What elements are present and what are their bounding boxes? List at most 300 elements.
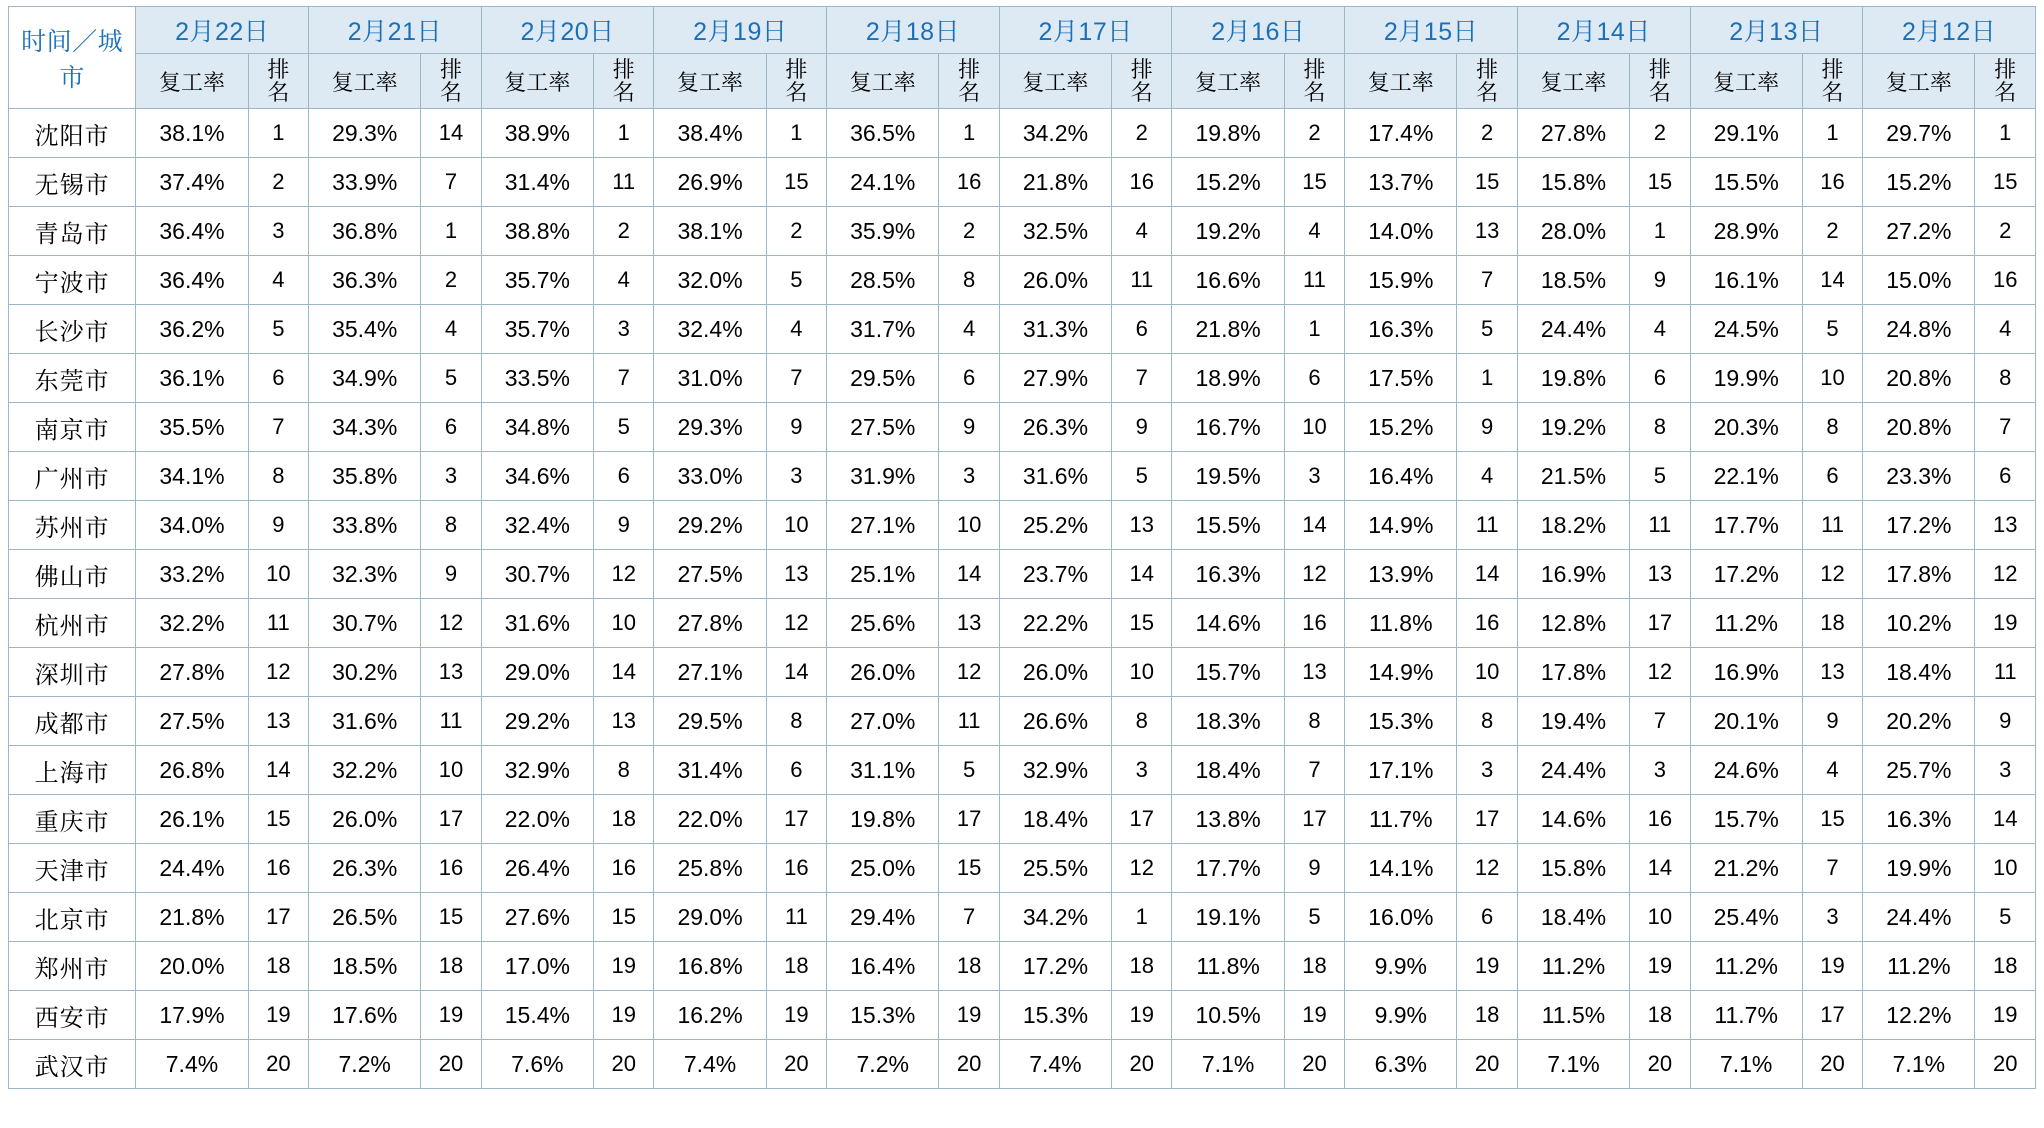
table-row: [9, 501, 2036, 550]
rank-cell: 11: [1630, 501, 1690, 550]
rank-cell: 6: [939, 354, 999, 403]
rank-cell: 11: [593, 158, 653, 207]
rate-cell: 7.1%: [1863, 1040, 1975, 1089]
table-row: [9, 207, 2036, 256]
rate-cell: 20.0%: [136, 942, 248, 991]
rank-cell: 3: [1802, 893, 1862, 942]
rate-cell: 13.7%: [1345, 158, 1457, 207]
rank-cell: 13: [1112, 501, 1172, 550]
rate-cell: 20.2%: [1863, 697, 1975, 746]
rate-subheader-4: 复工率: [654, 54, 766, 109]
rate-cell: 20.1%: [1690, 697, 1802, 746]
rank-subheader-1: [248, 54, 308, 109]
rate-cell: 24.8%: [1863, 305, 1975, 354]
rank-cell: 20: [248, 1040, 308, 1089]
rate-cell: 15.3%: [1345, 697, 1457, 746]
rate-cell: 7.1%: [1172, 1040, 1284, 1089]
rank-cell: 1: [766, 109, 826, 158]
rate-cell: 15.5%: [1172, 501, 1284, 550]
rank-cell: 5: [1630, 452, 1690, 501]
rank-subheader-char: 名: [1130, 80, 1153, 105]
rate-cell: 27.5%: [827, 403, 939, 452]
city-cell: 深圳市: [9, 648, 136, 697]
rank-cell: 13: [1630, 550, 1690, 599]
rank-cell: 11: [1457, 501, 1517, 550]
rate-cell: 31.6%: [999, 452, 1111, 501]
rank-cell: 15: [1802, 795, 1862, 844]
rate-cell: 22.0%: [481, 795, 593, 844]
rank-cell: 14: [421, 109, 481, 158]
rate-cell: 31.1%: [827, 746, 939, 795]
table-row: [9, 403, 2036, 452]
rate-cell: 14.6%: [1517, 795, 1629, 844]
rank-cell: 20: [766, 1040, 826, 1089]
rank-cell: 19: [1802, 942, 1862, 991]
rank-cell: 12: [1284, 550, 1344, 599]
rate-cell: 13.9%: [1345, 550, 1457, 599]
rank-cell: 3: [1630, 746, 1690, 795]
rank-cell: 13: [939, 599, 999, 648]
rank-cell: 4: [1630, 305, 1690, 354]
rank-subheader-char: 名: [612, 80, 635, 105]
rank-subheader-char: 名: [958, 80, 981, 105]
rank-subheader-9: [1630, 54, 1690, 109]
table-row: [9, 305, 2036, 354]
rate-cell: 19.8%: [827, 795, 939, 844]
rank-cell: 19: [593, 942, 653, 991]
rate-cell: 7.2%: [827, 1040, 939, 1089]
rate-cell: 25.0%: [827, 844, 939, 893]
table-row: [9, 452, 2036, 501]
rank-cell: 8: [939, 256, 999, 305]
rate-cell: 12.8%: [1517, 599, 1629, 648]
rank-cell: 16: [421, 844, 481, 893]
rank-cell: 16: [1457, 599, 1517, 648]
rate-subheader-6: 复工率: [999, 54, 1111, 109]
rate-cell: 17.6%: [309, 991, 421, 1040]
rank-cell: 14: [1284, 501, 1344, 550]
rank-cell: 13: [766, 550, 826, 599]
rank-cell: 17: [939, 795, 999, 844]
city-cell: 重庆市: [9, 795, 136, 844]
rank-cell: 2: [1975, 207, 2036, 256]
rate-cell: 7.2%: [309, 1040, 421, 1089]
rate-cell: 17.8%: [1863, 550, 1975, 599]
rate-cell: 15.2%: [1172, 158, 1284, 207]
rank-cell: 18: [766, 942, 826, 991]
rank-cell: 4: [1112, 207, 1172, 256]
rank-cell: 17: [1112, 795, 1172, 844]
rate-cell: 35.8%: [309, 452, 421, 501]
rank-cell: 12: [766, 599, 826, 648]
rate-cell: 6.3%: [1345, 1040, 1457, 1089]
rank-cell: 18: [1802, 599, 1862, 648]
rate-cell: 17.8%: [1517, 648, 1629, 697]
rate-cell: 36.8%: [309, 207, 421, 256]
rank-cell: 10: [593, 599, 653, 648]
rate-cell: 36.4%: [136, 207, 248, 256]
rate-cell: 19.2%: [1517, 403, 1629, 452]
rate-cell: 29.7%: [1863, 109, 1975, 158]
rank-cell: 9: [593, 501, 653, 550]
rate-cell: 34.9%: [309, 354, 421, 403]
table-row: [9, 550, 2036, 599]
rate-cell: 32.5%: [999, 207, 1111, 256]
rank-subheader-10: [1802, 54, 1862, 109]
rate-cell: 25.4%: [1690, 893, 1802, 942]
date-header-4: 2月19日: [654, 7, 827, 54]
rate-cell: 17.7%: [1690, 501, 1802, 550]
rank-cell: 7: [1975, 403, 2036, 452]
rank-cell: 17: [421, 795, 481, 844]
rank-cell: 7: [248, 403, 308, 452]
rank-cell: 17: [1284, 795, 1344, 844]
table-row: [9, 1040, 2036, 1089]
rate-cell: 36.3%: [309, 256, 421, 305]
rate-cell: 26.6%: [999, 697, 1111, 746]
rank-cell: 20: [1284, 1040, 1344, 1089]
rank-cell: 2: [1112, 109, 1172, 158]
rate-cell: 19.9%: [1690, 354, 1802, 403]
rank-cell: 4: [939, 305, 999, 354]
rank-cell: 11: [248, 599, 308, 648]
rank-cell: 9: [1975, 697, 2036, 746]
rank-cell: 16: [1802, 158, 1862, 207]
rate-cell: 16.4%: [827, 942, 939, 991]
date-header-7: 2月16日: [1172, 7, 1345, 54]
rate-cell: 29.2%: [481, 697, 593, 746]
rate-cell: 27.9%: [999, 354, 1111, 403]
rank-subheader-char: 排: [612, 56, 635, 82]
rank-cell: 17: [1802, 991, 1862, 1040]
rank-cell: 11: [421, 697, 481, 746]
rank-cell: 7: [593, 354, 653, 403]
rank-cell: 6: [248, 354, 308, 403]
rate-cell: 10.5%: [1172, 991, 1284, 1040]
rank-cell: 1: [1284, 305, 1344, 354]
rank-cell: 12: [939, 648, 999, 697]
rank-cell: 14: [1975, 795, 2036, 844]
rate-cell: 26.9%: [654, 158, 766, 207]
rank-cell: 4: [1975, 305, 2036, 354]
rank-cell: 2: [766, 207, 826, 256]
rate-cell: 15.3%: [827, 991, 939, 1040]
rate-cell: 26.3%: [999, 403, 1111, 452]
rate-cell: 35.9%: [827, 207, 939, 256]
city-cell: 佛山市: [9, 550, 136, 599]
rank-cell: 5: [1112, 452, 1172, 501]
rate-subheader-11: 复工率: [1863, 54, 1975, 109]
rate-cell: 21.8%: [1172, 305, 1284, 354]
rate-cell: 32.2%: [309, 746, 421, 795]
rate-cell: 16.3%: [1345, 305, 1457, 354]
rate-cell: 32.4%: [481, 501, 593, 550]
rank-cell: 8: [421, 501, 481, 550]
rank-cell: 11: [1284, 256, 1344, 305]
rate-cell: 19.5%: [1172, 452, 1284, 501]
rate-cell: 30.7%: [481, 550, 593, 599]
rate-cell: 16.8%: [654, 942, 766, 991]
rate-cell: 29.1%: [1690, 109, 1802, 158]
rate-cell: 36.4%: [136, 256, 248, 305]
rate-cell: 16.3%: [1172, 550, 1284, 599]
rate-cell: 18.4%: [1517, 893, 1629, 942]
rate-cell: 18.5%: [309, 942, 421, 991]
rate-cell: 14.6%: [1172, 599, 1284, 648]
rate-cell: 30.7%: [309, 599, 421, 648]
rate-cell: 32.2%: [136, 599, 248, 648]
rate-cell: 28.9%: [1690, 207, 1802, 256]
rank-cell: 13: [1457, 207, 1517, 256]
rank-cell: 2: [593, 207, 653, 256]
rank-cell: 15: [1975, 158, 2036, 207]
rank-cell: 8: [1975, 354, 2036, 403]
rank-cell: 18: [1112, 942, 1172, 991]
rate-cell: 32.9%: [481, 746, 593, 795]
rank-cell: 15: [1630, 158, 1690, 207]
rank-cell: 2: [939, 207, 999, 256]
rank-cell: 2: [1802, 207, 1862, 256]
rate-cell: 32.9%: [999, 746, 1111, 795]
rate-cell: 11.2%: [1863, 942, 1975, 991]
rank-cell: 11: [766, 893, 826, 942]
rank-cell: 19: [1112, 991, 1172, 1040]
city-cell: 苏州市: [9, 501, 136, 550]
rank-cell: 15: [1284, 158, 1344, 207]
city-cell: 长沙市: [9, 305, 136, 354]
rank-cell: 3: [766, 452, 826, 501]
rate-cell: 38.4%: [654, 109, 766, 158]
date-header-8: 2月15日: [1345, 7, 1518, 54]
rate-cell: 33.5%: [481, 354, 593, 403]
rate-cell: 31.4%: [654, 746, 766, 795]
rate-cell: 34.0%: [136, 501, 248, 550]
rank-cell: 3: [1284, 452, 1344, 501]
rate-cell: 31.0%: [654, 354, 766, 403]
rate-cell: 34.3%: [309, 403, 421, 452]
rank-cell: 5: [1284, 893, 1344, 942]
rate-cell: 16.9%: [1690, 648, 1802, 697]
rate-subheader-9: 复工率: [1517, 54, 1629, 109]
rate-cell: 11.2%: [1690, 599, 1802, 648]
rate-cell: 37.4%: [136, 158, 248, 207]
rank-cell: 12: [248, 648, 308, 697]
rate-cell: 15.9%: [1345, 256, 1457, 305]
rank-cell: 20: [1975, 1040, 2036, 1089]
rank-cell: 6: [1112, 305, 1172, 354]
rate-cell: 34.2%: [999, 109, 1111, 158]
rate-cell: 7.4%: [654, 1040, 766, 1089]
rate-cell: 24.6%: [1690, 746, 1802, 795]
rank-cell: 10: [1284, 403, 1344, 452]
rank-cell: 20: [1457, 1040, 1517, 1089]
rank-cell: 19: [248, 991, 308, 1040]
rank-cell: 18: [1630, 991, 1690, 1040]
date-header-10: 2月13日: [1690, 7, 1863, 54]
rate-cell: 31.7%: [827, 305, 939, 354]
rate-cell: 22.1%: [1690, 452, 1802, 501]
rank-cell: 10: [766, 501, 826, 550]
rank-cell: 11: [1975, 648, 2036, 697]
rank-cell: 5: [421, 354, 481, 403]
rate-cell: 35.4%: [309, 305, 421, 354]
rank-cell: 3: [939, 452, 999, 501]
rank-cell: 3: [1112, 746, 1172, 795]
rate-cell: 35.7%: [481, 305, 593, 354]
rate-cell: 33.9%: [309, 158, 421, 207]
rate-cell: 23.3%: [1863, 452, 1975, 501]
rank-cell: 14: [766, 648, 826, 697]
rate-cell: 27.6%: [481, 893, 593, 942]
rank-cell: 19: [1975, 991, 2036, 1040]
table-row: [9, 795, 2036, 844]
rate-subheader-8: 复工率: [1345, 54, 1457, 109]
rank-cell: 15: [421, 893, 481, 942]
rank-cell: 13: [1802, 648, 1862, 697]
rate-cell: 18.4%: [1863, 648, 1975, 697]
rank-cell: 7: [1630, 697, 1690, 746]
rate-cell: 20.8%: [1863, 354, 1975, 403]
rank-cell: 1: [593, 109, 653, 158]
city-cell: 天津市: [9, 844, 136, 893]
rank-cell: 8: [1630, 403, 1690, 452]
rate-cell: 33.2%: [136, 550, 248, 599]
rank-cell: 15: [593, 893, 653, 942]
rank-subheader-char: 名: [267, 80, 290, 105]
rank-cell: 12: [1802, 550, 1862, 599]
rank-cell: 3: [593, 305, 653, 354]
rank-subheader-char: 名: [1994, 80, 2017, 105]
rate-cell: 25.1%: [827, 550, 939, 599]
rank-cell: 8: [248, 452, 308, 501]
table-row: [9, 158, 2036, 207]
rate-cell: 36.1%: [136, 354, 248, 403]
rate-cell: 31.3%: [999, 305, 1111, 354]
rate-cell: 31.4%: [481, 158, 593, 207]
rank-cell: 19: [421, 991, 481, 1040]
table-body: [9, 109, 2036, 1089]
city-cell: 上海市: [9, 746, 136, 795]
resumption-rate-table: [8, 6, 2036, 1089]
rate-cell: 24.4%: [136, 844, 248, 893]
rate-cell: 7.4%: [999, 1040, 1111, 1089]
table-header: [9, 7, 2036, 109]
rank-cell: 19: [939, 991, 999, 1040]
rate-cell: 32.0%: [654, 256, 766, 305]
rate-cell: 29.3%: [654, 403, 766, 452]
rank-subheader-char: 排: [1130, 56, 1153, 82]
rate-cell: 36.2%: [136, 305, 248, 354]
rate-cell: 16.2%: [654, 991, 766, 1040]
rate-cell: 21.2%: [1690, 844, 1802, 893]
table-row: [9, 648, 2036, 697]
rate-cell: 27.5%: [654, 550, 766, 599]
rate-cell: 7.1%: [1517, 1040, 1629, 1089]
rank-cell: 10: [939, 501, 999, 550]
rank-cell: 17: [248, 893, 308, 942]
rank-cell: 7: [939, 893, 999, 942]
rate-cell: 15.4%: [481, 991, 593, 1040]
rank-cell: 3: [1975, 746, 2036, 795]
rank-cell: 4: [1802, 746, 1862, 795]
table-row: [9, 844, 2036, 893]
rank-subheader-char: 排: [1476, 56, 1499, 82]
rank-cell: 18: [1975, 942, 2036, 991]
rank-cell: 18: [248, 942, 308, 991]
rate-cell: 19.1%: [1172, 893, 1284, 942]
rank-cell: 17: [1457, 795, 1517, 844]
rank-cell: 18: [421, 942, 481, 991]
rank-subheader-char: 名: [1476, 80, 1499, 105]
rate-cell: 14.9%: [1345, 648, 1457, 697]
rank-subheader-char: 名: [440, 80, 463, 105]
rank-cell: 20: [1802, 1040, 1862, 1089]
rank-cell: 10: [1975, 844, 2036, 893]
rate-cell: 29.2%: [654, 501, 766, 550]
city-cell: 宁波市: [9, 256, 136, 305]
rate-cell: 19.4%: [1517, 697, 1629, 746]
rate-cell: 18.4%: [999, 795, 1111, 844]
rank-cell: 6: [421, 403, 481, 452]
rank-subheader-7: [1284, 54, 1344, 109]
rank-subheader-char: 排: [1821, 56, 1844, 82]
rank-cell: 9: [421, 550, 481, 599]
rank-cell: 7: [421, 158, 481, 207]
rank-cell: 16: [1112, 158, 1172, 207]
rate-cell: 33.8%: [309, 501, 421, 550]
rate-cell: 15.7%: [1690, 795, 1802, 844]
rank-cell: 14: [593, 648, 653, 697]
rank-cell: 5: [939, 746, 999, 795]
rank-cell: 10: [1112, 648, 1172, 697]
rate-cell: 16.3%: [1863, 795, 1975, 844]
rate-cell: 22.0%: [654, 795, 766, 844]
rank-cell: 14: [1802, 256, 1862, 305]
rank-subheader-char: 名: [1821, 80, 1844, 105]
rank-cell: 3: [1457, 746, 1517, 795]
rank-cell: 16: [1975, 256, 2036, 305]
rank-cell: 9: [1802, 697, 1862, 746]
rank-cell: 17: [766, 795, 826, 844]
rank-cell: 7: [1112, 354, 1172, 403]
rate-cell: 18.4%: [1172, 746, 1284, 795]
date-header-2: 2月21日: [309, 7, 482, 54]
rate-cell: 16.9%: [1517, 550, 1629, 599]
rank-cell: 5: [248, 305, 308, 354]
rate-cell: 26.1%: [136, 795, 248, 844]
rank-cell: 13: [1975, 501, 2036, 550]
rank-cell: 1: [1802, 109, 1862, 158]
rank-cell: 5: [1802, 305, 1862, 354]
rank-cell: 2: [1630, 109, 1690, 158]
rate-cell: 38.9%: [481, 109, 593, 158]
rank-cell: 15: [766, 158, 826, 207]
rank-subheader-4: [766, 54, 826, 109]
rate-cell: 25.7%: [1863, 746, 1975, 795]
rank-cell: 15: [1112, 599, 1172, 648]
rate-cell: 7.6%: [481, 1040, 593, 1089]
date-header-1: 2月22日: [136, 7, 309, 54]
rate-subheader-10: 复工率: [1690, 54, 1802, 109]
rank-cell: 6: [1457, 893, 1517, 942]
rank-cell: 9: [939, 403, 999, 452]
rank-cell: 9: [1457, 403, 1517, 452]
rate-cell: 16.6%: [1172, 256, 1284, 305]
rate-cell: 18.9%: [1172, 354, 1284, 403]
rank-cell: 2: [1284, 109, 1344, 158]
rate-cell: 26.4%: [481, 844, 593, 893]
rate-cell: 24.5%: [1690, 305, 1802, 354]
